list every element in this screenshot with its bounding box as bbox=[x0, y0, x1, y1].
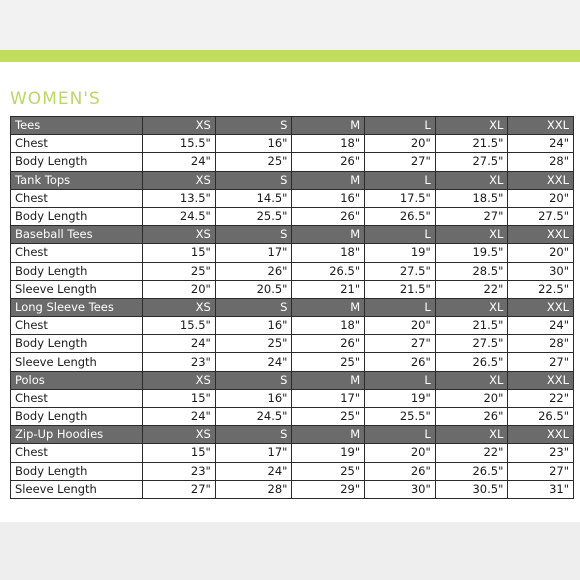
measurement-value: 27" bbox=[508, 462, 574, 480]
measurement-label: Body Length bbox=[11, 207, 143, 225]
measurement-value: 24.5" bbox=[215, 408, 292, 426]
measurement-value: 27.5" bbox=[435, 153, 508, 171]
measurement-value: 26" bbox=[292, 153, 365, 171]
size-header-cell: M bbox=[292, 117, 365, 135]
measurement-label: Chest bbox=[11, 189, 143, 207]
measurement-value: 22.5" bbox=[508, 280, 574, 298]
measurement-value: 20" bbox=[508, 244, 574, 262]
size-header-cell: S bbox=[215, 298, 292, 316]
section-header-row bbox=[11, 226, 574, 244]
measurement-value: 28" bbox=[508, 153, 574, 171]
measurement-label: Body Length bbox=[11, 462, 143, 480]
measurement-value: 26.5" bbox=[365, 207, 436, 225]
measurement-value: 23" bbox=[508, 444, 574, 462]
measurement-value: 26.5" bbox=[435, 462, 508, 480]
size-chart-table bbox=[10, 116, 574, 499]
measurement-value: 26" bbox=[365, 353, 436, 371]
measurement-label: Body Length bbox=[11, 153, 143, 171]
measurement-value: 24" bbox=[508, 317, 574, 335]
size-header-cell: L bbox=[365, 298, 436, 316]
measurement-value: 28.5" bbox=[435, 262, 508, 280]
measurement-value: 13.5" bbox=[143, 189, 216, 207]
measurement-value: 23" bbox=[143, 353, 216, 371]
measurement-value: 19" bbox=[365, 389, 436, 407]
size-header-cell: XL bbox=[435, 117, 508, 135]
measurement-label: Body Length bbox=[11, 335, 143, 353]
measurement-value: 15" bbox=[143, 444, 216, 462]
measurement-value: 15.5" bbox=[143, 135, 216, 153]
size-header-cell: XS bbox=[143, 371, 216, 389]
measurement-label: Chest bbox=[11, 135, 143, 153]
size-chart-sheet bbox=[0, 62, 580, 522]
measurement-value: 28" bbox=[508, 335, 574, 353]
size-header-cell: S bbox=[215, 426, 292, 444]
measurement-value: 27" bbox=[508, 353, 574, 371]
measurement-value: 16" bbox=[215, 317, 292, 335]
measurement-value: 29" bbox=[292, 480, 365, 498]
measurement-value: 20" bbox=[365, 135, 436, 153]
size-header-cell: XL bbox=[435, 298, 508, 316]
measurement-value: 18" bbox=[292, 244, 365, 262]
size-header-cell: XL bbox=[435, 226, 508, 244]
measurement-value: 26.5" bbox=[508, 408, 574, 426]
size-header-cell: S bbox=[215, 171, 292, 189]
size-header-cell: XL bbox=[435, 171, 508, 189]
size-header-cell: XS bbox=[143, 226, 216, 244]
size-header-cell: XXL bbox=[508, 298, 574, 316]
measurement-value: 25" bbox=[215, 335, 292, 353]
measurement-value: 24" bbox=[143, 408, 216, 426]
measurement-value: 22" bbox=[435, 444, 508, 462]
section-header-row bbox=[11, 298, 574, 316]
measurement-value: 25" bbox=[215, 153, 292, 171]
size-header-cell: L bbox=[365, 117, 436, 135]
section-name: Long Sleeve Tees bbox=[11, 298, 143, 316]
size-header-cell: XXL bbox=[508, 171, 574, 189]
section-name: Polos bbox=[11, 371, 143, 389]
measurement-label: Body Length bbox=[11, 408, 143, 426]
measurement-value: 24" bbox=[215, 462, 292, 480]
measurement-value: 17" bbox=[292, 389, 365, 407]
size-header-cell: XXL bbox=[508, 371, 574, 389]
section-header-row bbox=[11, 426, 574, 444]
measurement-value: 27" bbox=[143, 480, 216, 498]
measurement-value: 16" bbox=[215, 389, 292, 407]
size-header-cell: XL bbox=[435, 426, 508, 444]
section-header-row bbox=[11, 171, 574, 189]
measurement-value: 24" bbox=[508, 135, 574, 153]
size-header-cell: S bbox=[215, 117, 292, 135]
measurement-value: 25" bbox=[292, 353, 365, 371]
section-name: Zip-Up Hoodies bbox=[11, 426, 143, 444]
measurement-value: 21.5" bbox=[365, 280, 436, 298]
table-row bbox=[11, 244, 574, 262]
measurement-value: 23" bbox=[143, 462, 216, 480]
measurement-value: 15" bbox=[143, 389, 216, 407]
measurement-value: 15" bbox=[143, 244, 216, 262]
section-name: Baseball Tees bbox=[11, 226, 143, 244]
measurement-value: 27.5" bbox=[435, 335, 508, 353]
size-header-cell: XL bbox=[435, 371, 508, 389]
measurement-value: 17" bbox=[215, 244, 292, 262]
measurement-value: 14.5" bbox=[215, 189, 292, 207]
table-row bbox=[11, 480, 574, 498]
table-row bbox=[11, 353, 574, 371]
table-row bbox=[11, 280, 574, 298]
size-header-cell: M bbox=[292, 426, 365, 444]
table-row bbox=[11, 189, 574, 207]
measurement-value: 20" bbox=[143, 280, 216, 298]
size-header-cell: L bbox=[365, 426, 436, 444]
size-header-cell: M bbox=[292, 171, 365, 189]
measurement-value: 20" bbox=[365, 317, 436, 335]
measurement-value: 25" bbox=[143, 262, 216, 280]
size-header-cell: M bbox=[292, 371, 365, 389]
measurement-value: 26" bbox=[292, 335, 365, 353]
measurement-value: 18.5" bbox=[435, 189, 508, 207]
table-row bbox=[11, 207, 574, 225]
measurement-value: 19.5" bbox=[435, 244, 508, 262]
measurement-value: 27.5" bbox=[508, 207, 574, 225]
size-header-cell: M bbox=[292, 226, 365, 244]
size-header-cell: XS bbox=[143, 426, 216, 444]
measurement-value: 25" bbox=[292, 462, 365, 480]
section-name: Tank Tops bbox=[11, 171, 143, 189]
measurement-value: 26.5" bbox=[435, 353, 508, 371]
measurement-value: 26" bbox=[215, 262, 292, 280]
measurement-value: 17.5" bbox=[365, 189, 436, 207]
size-header-cell: XXL bbox=[508, 226, 574, 244]
measurement-value: 19" bbox=[292, 444, 365, 462]
size-header-cell: M bbox=[292, 298, 365, 316]
table-row bbox=[11, 262, 574, 280]
section-name: Tees bbox=[11, 117, 143, 135]
measurement-value: 21.5" bbox=[435, 317, 508, 335]
measurement-value: 22" bbox=[435, 280, 508, 298]
measurement-label: Chest bbox=[11, 389, 143, 407]
size-header-cell: S bbox=[215, 371, 292, 389]
measurement-value: 30.5" bbox=[435, 480, 508, 498]
measurement-value: 19" bbox=[365, 244, 436, 262]
measurement-value: 27" bbox=[435, 207, 508, 225]
measurement-value: 25.5" bbox=[365, 408, 436, 426]
measurement-label: Sleeve Length bbox=[11, 480, 143, 498]
size-header-cell: L bbox=[365, 171, 436, 189]
measurement-value: 26" bbox=[292, 207, 365, 225]
measurement-label: Sleeve Length bbox=[11, 280, 143, 298]
section-header-row bbox=[11, 117, 574, 135]
measurement-value: 24" bbox=[143, 153, 216, 171]
size-header-cell: S bbox=[215, 226, 292, 244]
size-header-cell: L bbox=[365, 371, 436, 389]
measurement-value: 18" bbox=[292, 135, 365, 153]
measurement-value: 20.5" bbox=[215, 280, 292, 298]
measurement-label: Body Length bbox=[11, 262, 143, 280]
measurement-value: 27" bbox=[365, 335, 436, 353]
table-row bbox=[11, 153, 574, 171]
measurement-label: Chest bbox=[11, 317, 143, 335]
measurement-value: 18" bbox=[292, 317, 365, 335]
size-header-cell: XXL bbox=[508, 117, 574, 135]
measurement-label: Sleeve Length bbox=[11, 353, 143, 371]
measurement-value: 24" bbox=[143, 335, 216, 353]
size-header-cell: L bbox=[365, 226, 436, 244]
section-header-row bbox=[11, 371, 574, 389]
measurement-value: 20" bbox=[365, 444, 436, 462]
measurement-value: 20" bbox=[508, 189, 574, 207]
measurement-value: 27" bbox=[365, 153, 436, 171]
measurement-value: 16" bbox=[292, 189, 365, 207]
measurement-value: 30" bbox=[508, 262, 574, 280]
size-header-cell: XXL bbox=[508, 426, 574, 444]
footer-strip bbox=[0, 522, 580, 580]
measurement-value: 24" bbox=[215, 353, 292, 371]
measurement-value: 25.5" bbox=[215, 207, 292, 225]
measurement-value: 16" bbox=[215, 135, 292, 153]
size-header-cell: XS bbox=[143, 171, 216, 189]
measurement-value: 25" bbox=[292, 408, 365, 426]
table-row bbox=[11, 389, 574, 407]
measurement-label: Chest bbox=[11, 244, 143, 262]
page-title: WOMEN'S bbox=[10, 89, 101, 109]
accent-bar bbox=[0, 50, 580, 62]
measurement-value: 26.5" bbox=[292, 262, 365, 280]
measurement-label: Chest bbox=[11, 444, 143, 462]
table-row bbox=[11, 462, 574, 480]
measurement-value: 15.5" bbox=[143, 317, 216, 335]
measurement-value: 26" bbox=[365, 462, 436, 480]
measurement-value: 20" bbox=[435, 389, 508, 407]
table-row bbox=[11, 408, 574, 426]
measurement-value: 26" bbox=[435, 408, 508, 426]
size-chart-body bbox=[11, 117, 574, 499]
size-header-cell: XS bbox=[143, 298, 216, 316]
table-row bbox=[11, 444, 574, 462]
measurement-value: 27.5" bbox=[365, 262, 436, 280]
measurement-value: 31" bbox=[508, 480, 574, 498]
measurement-value: 24.5" bbox=[143, 207, 216, 225]
measurement-value: 30" bbox=[365, 480, 436, 498]
measurement-value: 28" bbox=[215, 480, 292, 498]
measurement-value: 21" bbox=[292, 280, 365, 298]
measurement-value: 22" bbox=[508, 389, 574, 407]
table-row bbox=[11, 317, 574, 335]
size-header-cell: XS bbox=[143, 117, 216, 135]
measurement-value: 21.5" bbox=[435, 135, 508, 153]
measurement-value: 17" bbox=[215, 444, 292, 462]
table-row bbox=[11, 135, 574, 153]
table-row bbox=[11, 335, 574, 353]
